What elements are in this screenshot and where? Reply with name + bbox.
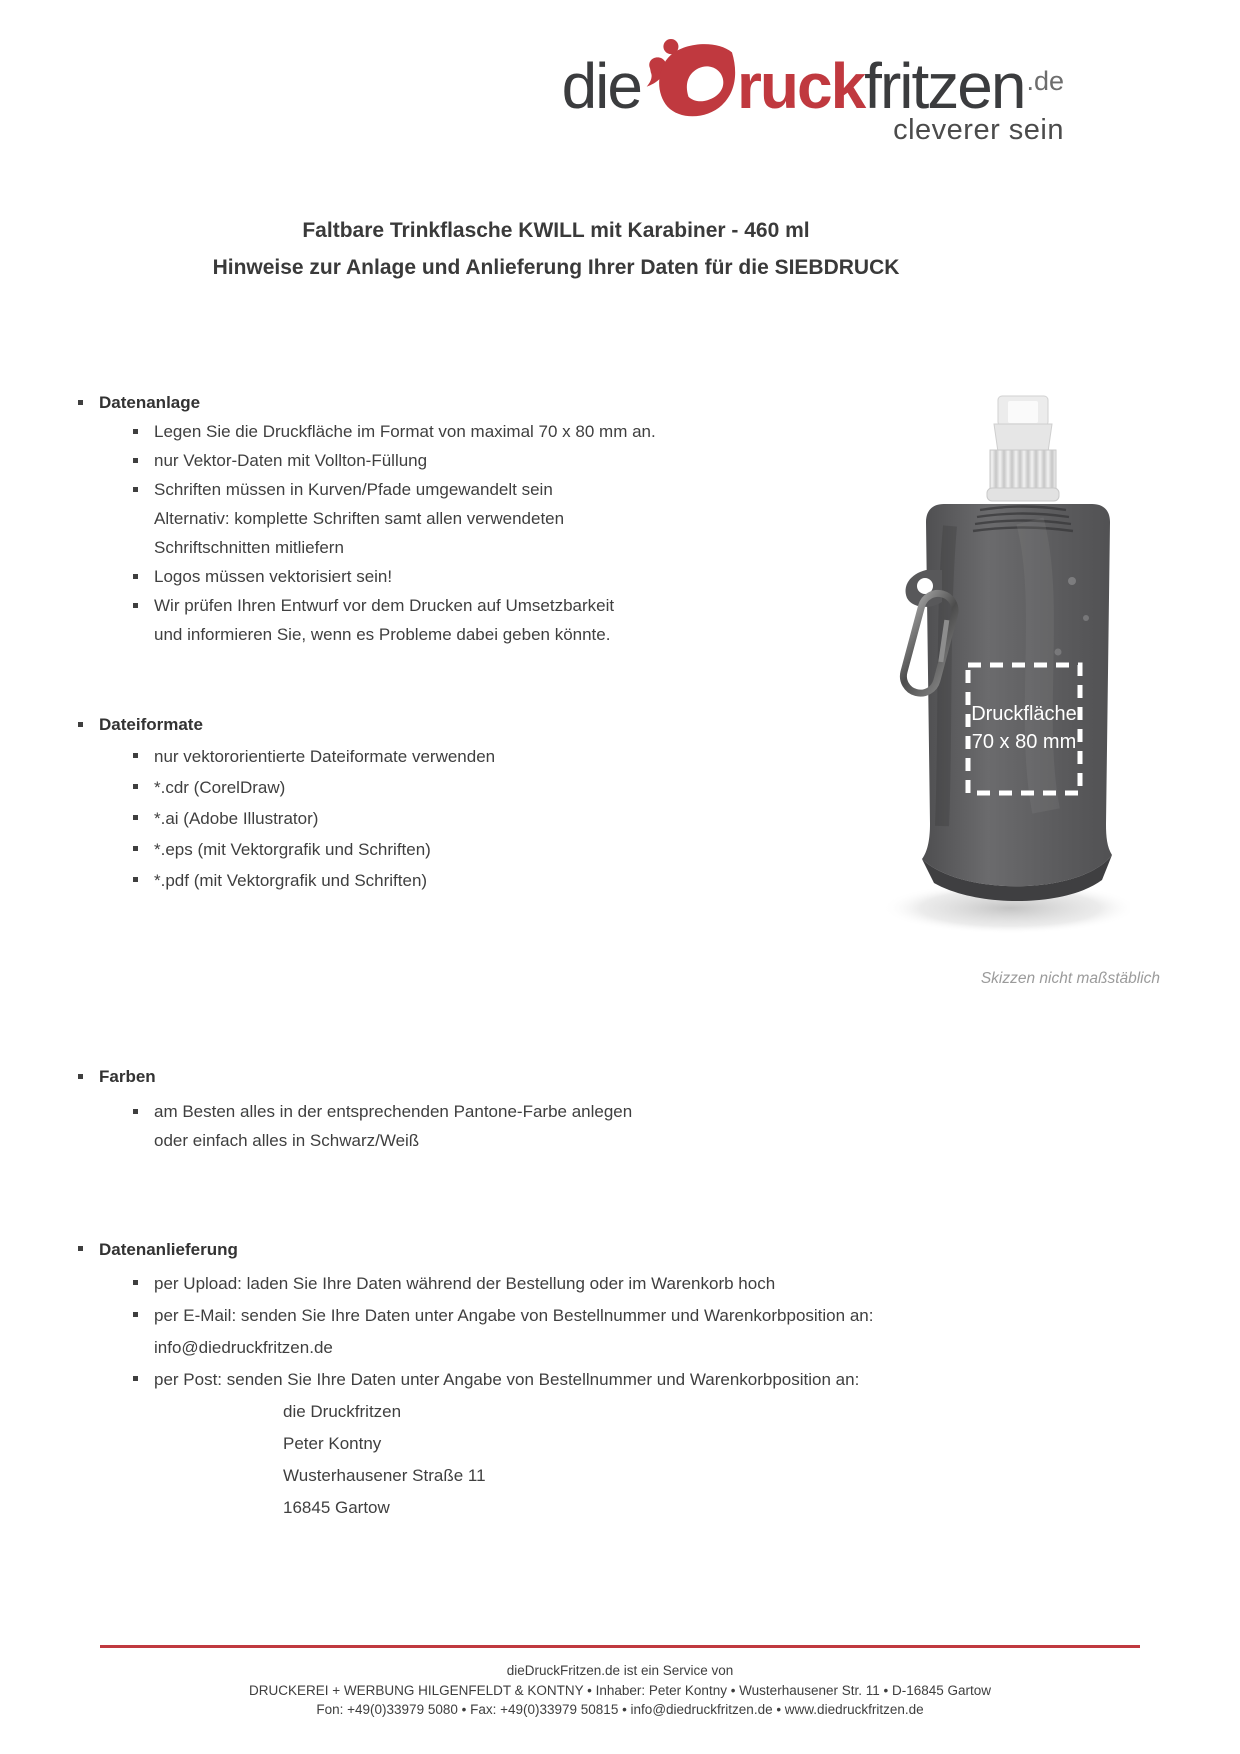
bullet-text: Wir prüfen Ihren Entwurf vor dem Drucken auf Umsetzbarkeit xyxy=(154,596,615,615)
bottle-cap xyxy=(987,396,1059,501)
bullet-text: *.pdf (mit Vektorgrafik und Schriften) xyxy=(154,871,428,890)
bullet-text: *.ai (Adobe Illustrator) xyxy=(154,809,319,828)
footer-divider xyxy=(100,1645,1140,1648)
bullet-square-icon xyxy=(78,400,83,405)
print-area-label: Druckfläche xyxy=(971,703,1077,725)
footer-company-line: DRUCKEREI + WERBUNG HILGENFELDT & KONTNY • Inhaber: Peter Kontny • Wusterhausener Str. 11 • D-16845 Gartow xyxy=(248,1682,992,1698)
bullet-square-icon xyxy=(133,1312,138,1317)
postal-address-line: Peter Kontny xyxy=(283,1434,382,1453)
list-item xyxy=(78,1300,1088,1364)
logo-drop-icon xyxy=(645,36,737,124)
footer xyxy=(0,1661,1240,1720)
footer-service-line: dieDruckFritzen.de ist ein Service von xyxy=(506,1663,734,1678)
logo-tagline: cleverer sein xyxy=(893,114,1064,146)
list-item xyxy=(78,1268,1088,1300)
bullet-square-icon xyxy=(133,846,138,851)
bullet-text: Schriften müssen in Kurven/Pfade umgewandelt sein xyxy=(154,480,553,499)
postal-address-line: Wusterhausener Straße 11 xyxy=(283,1466,486,1485)
logo-word-de: .de xyxy=(1026,66,1064,96)
bullet-text: nur Vektor-Daten mit Vollton-Füllung xyxy=(154,451,428,470)
page-title xyxy=(100,212,1012,286)
sketch-disclaimer: Skizzen nicht maßstäblich xyxy=(980,970,1160,987)
bullet-square-icon xyxy=(133,603,138,608)
bullet-text: oder einfach alles in Schwarz/Weiß xyxy=(154,1131,420,1150)
logo-word-die: die xyxy=(561,50,641,122)
bullet-square-icon xyxy=(133,784,138,789)
bullet-text: per Upload: laden Sie Ihre Daten während der Bestellung oder im Warenkorb hoch xyxy=(154,1274,776,1293)
bullet-square-icon xyxy=(133,1376,138,1381)
section-farben xyxy=(78,1062,1088,1155)
section-heading: Datenanlieferung xyxy=(99,1240,238,1259)
bullet-text: per E-Mail: senden Sie Ihre Daten unter Angabe von Bestellnummer und Warenkorbposition an: xyxy=(154,1306,874,1325)
bullet-square-icon xyxy=(78,722,83,727)
bullet-square-icon xyxy=(133,877,138,882)
title-line-2: Hinweise zur Anlage und Anlieferung Ihrer Daten für die SIEBDRUCK xyxy=(212,256,900,279)
bullet-square-icon xyxy=(133,1280,138,1285)
bullet-text: und informieren Sie, wenn es Probleme dabei geben könnte. xyxy=(154,625,611,644)
bullet-text: Schriftschnitten mitliefern xyxy=(154,538,344,557)
contact-email: info@diedruckfritzen.de xyxy=(154,1338,333,1357)
product-photo-bottle xyxy=(880,356,1130,946)
bullet-text: per Post: senden Sie Ihre Daten unter Angabe von Bestellnummer und Warenkorbposition an: xyxy=(154,1370,860,1389)
bullet-square-icon xyxy=(133,815,138,820)
print-area-size: 70 x 80 mm xyxy=(971,731,1077,753)
bullet-square-icon xyxy=(78,1246,83,1251)
title-line-1: Faltbare Trinkflasche KWILL mit Karabiner - 460 ml xyxy=(302,219,810,242)
bullet-square-icon xyxy=(133,574,138,579)
bullet-square-icon xyxy=(78,1074,83,1079)
section-datenanlieferung xyxy=(78,1234,1088,1524)
section-heading: Datenanlage xyxy=(99,393,201,412)
postal-address-line: 16845 Gartow xyxy=(283,1498,390,1517)
bullet-square-icon xyxy=(133,458,138,463)
bullet-text: Logos müssen vektorisiert sein! xyxy=(154,567,393,586)
logo-word-fritzen: fritzen xyxy=(864,50,1025,122)
bullet-text: am Besten alles in der entsprechenden Pantone-Farbe anlegen xyxy=(154,1102,633,1121)
list-item xyxy=(78,1097,1088,1155)
bullet-text: Alternativ: komplette Schriften samt allen verwendeten xyxy=(154,509,565,528)
brand-logo xyxy=(562,36,1064,147)
bullet-square-icon xyxy=(133,753,138,758)
bullet-square-icon xyxy=(133,487,138,492)
section-heading: Dateiformate xyxy=(99,715,203,734)
logo-word-ruck: ruck xyxy=(736,50,865,122)
bullet-square-icon xyxy=(133,429,138,434)
footer-contact-line: Fon: +49(0)33979 5080 • Fax: +49(0)33979 50815 • info@diedruckfritzen.de • www.diedruckfritzen.de xyxy=(316,1702,924,1717)
bullet-text: nur vektororientierte Dateiformate verwenden xyxy=(154,747,496,766)
postal-address-line: die Druckfritzen xyxy=(283,1402,402,1421)
list-item xyxy=(78,1364,1088,1396)
section-heading: Farben xyxy=(99,1067,156,1086)
bullet-text: *.cdr (CorelDraw) xyxy=(154,778,286,797)
bullet-text: Legen Sie die Druckfläche im Format von maximal 70 x 80 mm an. xyxy=(154,422,656,441)
bullet-square-icon xyxy=(133,1109,138,1114)
bullet-text: *.eps (mit Vektorgrafik und Schriften) xyxy=(154,840,431,859)
